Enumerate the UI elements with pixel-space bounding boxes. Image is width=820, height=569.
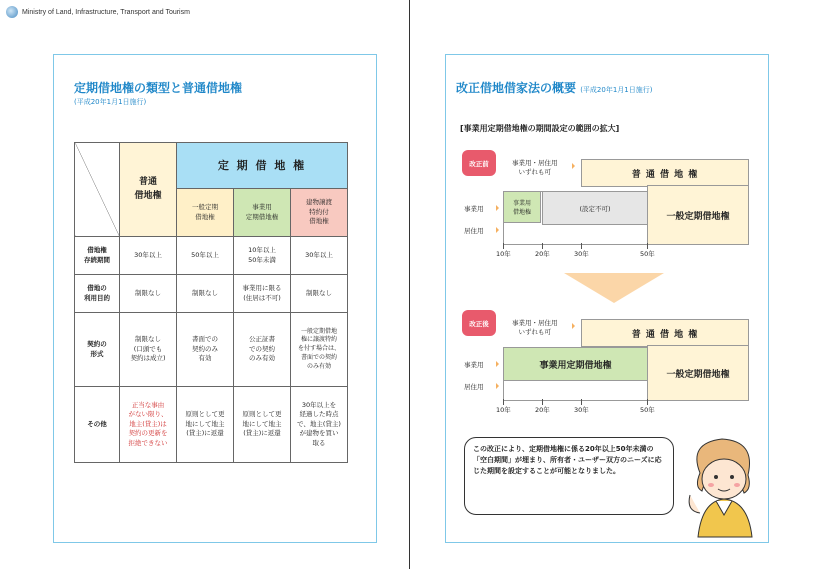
right-subtitle: (平成20年1月1日施行) [580,86,653,94]
col-ippan: 一般定期 借地権 [177,189,234,237]
before-ippan: 一般定期借地権 [647,185,749,245]
left-panel [53,54,377,543]
after-ippan: 一般定期借地権 [647,345,749,401]
down-arrow-icon [564,273,664,303]
before-futsu-bar: 普 通 借 地 権 [581,159,749,187]
table-cell: 10年以上 50年未満 [234,237,291,275]
table-cell: 事業用に限る (住居は不可) [234,275,291,313]
after-kyoju-label: 居住用 [464,383,484,391]
section-heading: [事業用定期借地権の期間設定の範囲の拡大] [460,124,620,133]
table-row [75,313,348,387]
arrow-icon [572,163,575,169]
table-cell: 制限なし [177,275,234,313]
tick-label: 30年 [574,406,589,414]
row-head: 借地権 存続期間 [75,237,120,275]
table-cell: 正当な事由 がない限り、 地主(貸主)は 契約の更新を 拒絶できない [120,387,177,463]
row-head: その他 [75,387,120,463]
table-cell: 制限なし (口頭でも 契約は成立) [120,313,177,387]
left-title: 定期借地権の類型と普通借地権 [74,81,243,95]
arrow-icon [496,205,499,211]
table-cell: 制限なし [120,275,177,313]
row-head: 借地の 利用目的 [75,275,120,313]
arrow-icon [572,323,575,329]
tick-label: 10年 [496,406,511,414]
right-panel [445,54,769,543]
before-jigyo-label: 事業用 [464,205,484,213]
after-jigyo-box: 事業用定期借地権 [503,347,648,381]
after-either-label: 事業用・居住用 いずれも可 [512,319,558,337]
col-tatemono: 建物譲渡 特約付 借地権 [291,189,348,237]
right-title [456,79,652,96]
corner-cell [75,143,120,237]
tick-label: 20年 [535,406,550,414]
tick-label: 50年 [640,406,655,414]
row-head: 契約の 形式 [75,313,120,387]
tick-label: 20年 [535,250,550,258]
after-futsu-bar: 普 通 借 地 権 [581,319,749,347]
ministry-name: Ministry of Land, Infrastructure, Transport and Tourism [22,8,190,16]
before-not-set: (設定不可) [542,191,648,225]
page-divider [409,0,410,569]
col-futsu: 普通 借地権 [120,143,177,237]
table-cell: 書面での 契約のみ 有効 [177,313,234,387]
table-cell: 原則として更 地にして地主 (貸主)に返還 [234,387,291,463]
table-cell: 50年以上 [177,237,234,275]
comparison-table [74,142,348,463]
before-jigyo-box: 事業用 借地権 [503,191,541,223]
table-cell: 30年以上 [120,237,177,275]
ministry-logo [6,6,18,18]
table-row [75,237,348,275]
table-row [75,275,348,313]
after-badge: 改正後 [462,310,496,336]
table-cell: 原則として更 地にして地主 (貸主)に返還 [177,387,234,463]
before-kyoju-label: 居住用 [464,227,484,235]
mascot-illustration [678,433,766,539]
table-cell: 30年以上を 経過した時点 で、地主(貸主) が建物を買い 取る [291,387,348,463]
before-either-label: 事業用・居住用 いずれも可 [512,159,558,177]
table-row [75,387,348,463]
left-subtitle: (平成20年1月1日施行) [74,98,147,106]
right-title-text: 改正借地借家法の概要 [456,81,577,95]
table-cell: 一般定期借地 権に譲渡特約 を付す場合は、 書面での契約 のみ有効 [291,313,348,387]
table-cell: 30年以上 [291,237,348,275]
arrow-icon [496,383,499,389]
table-cell: 制限なし [291,275,348,313]
tick-label: 50年 [640,250,655,258]
tick-label: 30年 [574,250,589,258]
after-jigyo-label: 事業用 [464,361,484,369]
col-jigyo: 事業用 定期借地権 [234,189,291,237]
table-cell: 公正証書 での契約 のみ有効 [234,313,291,387]
before-badge: 改正前 [462,150,496,176]
col-teiki: 定 期 借 地 権 [177,143,348,189]
explanation-bubble: この改正により、定期借地権に係る20年以上50年未満の「空白期間」が埋まり、所有者・ユーザー双方のニーズに応じた期間を設定することが可能となりました。 [464,437,674,515]
page-header [6,4,190,20]
arrow-icon [496,361,499,367]
tick-label: 10年 [496,250,511,258]
arrow-icon [496,227,499,233]
